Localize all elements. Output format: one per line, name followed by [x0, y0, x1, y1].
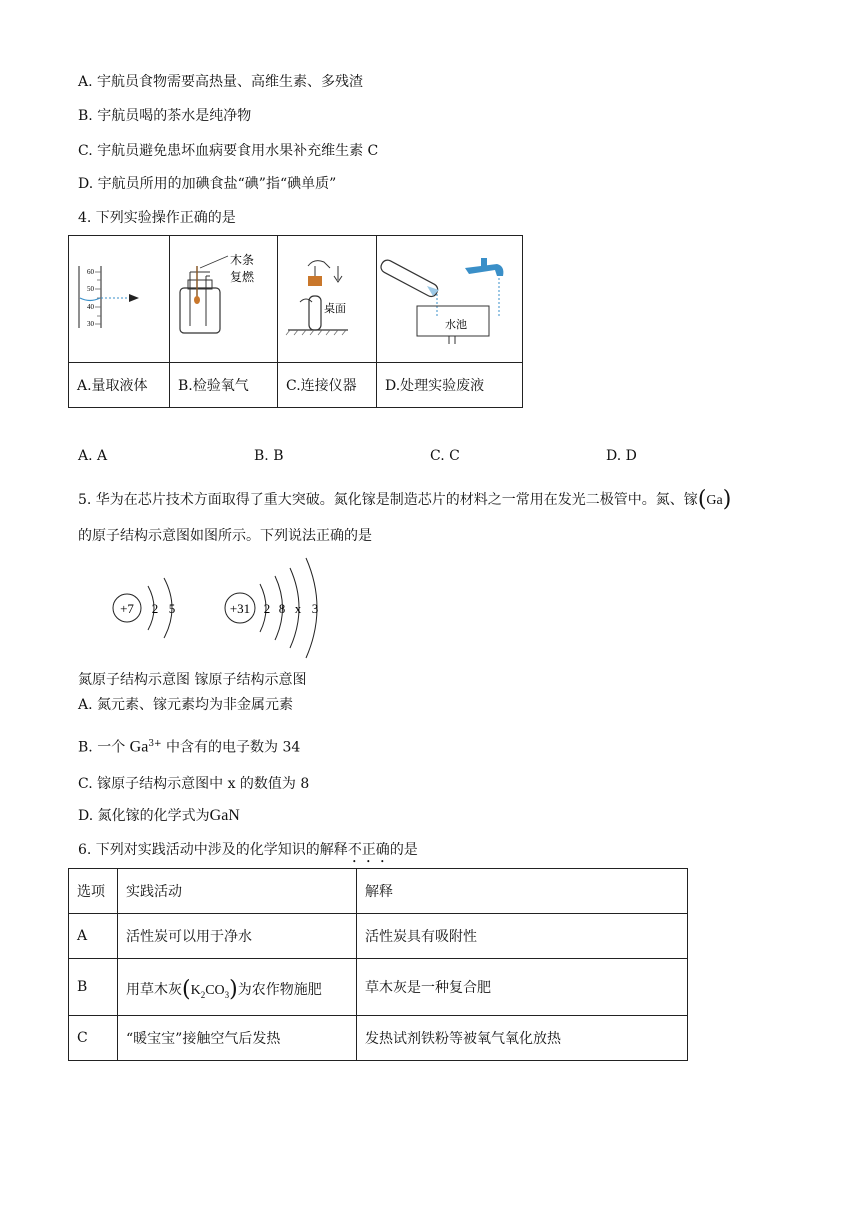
- ga-shell-4: 3: [311, 601, 319, 616]
- q4-label-b: B.检验氧气: [170, 363, 278, 408]
- tick-30: 30: [87, 320, 94, 328]
- flame-icon: [194, 296, 200, 304]
- ga-symbol: Ga: [706, 493, 723, 508]
- n-shell-1: 2: [151, 601, 159, 616]
- q5-question-text: 5. 华为在芯片技术方面取得了重大突破。氮化镓是制造芯片的材料之一常用在发光二极管中。氮、镓: [78, 492, 698, 508]
- ga-shell-2: 8: [278, 601, 286, 616]
- q3-option-c: C. 宇航员避免患坏血病要食用水果补充维生素 C: [78, 143, 379, 159]
- connect-apparatus-figure: [278, 236, 376, 358]
- q6-emphasis: 不正确: [347, 842, 390, 858]
- q4-question: 4. 下列实验操作正确的是: [78, 210, 236, 226]
- q4-label-c: C.连接仪器: [278, 363, 377, 408]
- q4-figure-b: [170, 236, 278, 363]
- b-note-2: 复燃: [230, 270, 255, 284]
- header-explanation: 解释: [357, 869, 688, 914]
- b-note-1: 木条: [230, 253, 255, 267]
- ga-ion-charge: 3+: [148, 739, 162, 749]
- q4-label-a: A.量取液体: [69, 363, 170, 408]
- q4-figure-d: [377, 236, 523, 363]
- q5-question-line1: 5. 华为在芯片技术方面取得了重大突破。氮化镓是制造芯片的材料之一常用在发光二极管中。氮、镓(Ga): [78, 487, 732, 512]
- q4-answer-a: A. A: [78, 448, 108, 464]
- header-option: 选项: [69, 869, 118, 914]
- tick-50: 50: [87, 285, 94, 293]
- c-note: 桌面: [324, 303, 346, 315]
- q5-option-c: C. 镓原子结构示意图中 x 的数值为 8: [78, 776, 310, 792]
- q4-label-d: D.处理实验废液: [377, 363, 523, 408]
- header-activity: 实践活动: [118, 869, 357, 914]
- q3-option-a: A. 宇航员食物需要高热量、高维生素、多残渣: [78, 74, 364, 90]
- q4-answer-b: B. B: [254, 448, 284, 464]
- q4-figure-c: [278, 236, 377, 363]
- table-row: C “暖宝宝”接触空气后发热 发热试剂铁粉等被氧气氧化放热: [69, 1016, 688, 1061]
- tick-40: 40: [87, 303, 94, 311]
- q4-answer-c: C. C: [430, 448, 460, 464]
- table-row: B 用草木灰$(K_2CO_3)$为农作物施肥 草木灰是一种复合肥: [69, 959, 688, 1016]
- gan-formula: GaN: [209, 807, 240, 824]
- q6-question: 6. 下列对实践活动中涉及的化学知识的解释不正确的是: [78, 842, 418, 858]
- q3-option-d: D. 宇航员所用的加碘食盐“碘”指“碘单质”: [78, 176, 337, 192]
- waste-liquid-figure: [377, 236, 522, 358]
- ga-shell-1: 2: [263, 601, 271, 616]
- table-header-row: [69, 869, 688, 914]
- gallium-atom-diagram: [225, 558, 318, 658]
- ga-shell-3: x: [294, 601, 302, 616]
- n-shell-2: 5: [168, 601, 176, 616]
- n-nucleus: +7: [120, 601, 134, 616]
- q4-figure-table: [68, 235, 523, 408]
- nitrogen-atom-diagram: [113, 578, 175, 638]
- oxygen-test-figure: [170, 236, 277, 358]
- q5-option-b: B. 一个 $Ga^{3+}$ 中含有的电子数为 34: [78, 738, 301, 756]
- q4-answer-options: [78, 448, 778, 468]
- eye-icon: [129, 294, 139, 302]
- ga-nucleus: +31: [229, 601, 251, 616]
- q4-answer-d: D. D: [606, 448, 637, 464]
- q5-option-a: A. 氮元素、镓元素均为非金属元素: [78, 697, 294, 713]
- ga-ion-symbol: Ga: [129, 738, 149, 756]
- d-note: 水池: [445, 319, 467, 331]
- q6-table: [68, 868, 688, 1061]
- q3-option-b: B. 宇航员喝的茶水是纯净物: [78, 108, 252, 124]
- q4-figure-a: [69, 236, 170, 363]
- table-row: A 活性炭可以用于净水 活性炭具有吸附性: [69, 914, 688, 959]
- q5-option-d: D. 氮化镓的化学式为GaN: [78, 807, 240, 824]
- q5-question-line2: 的原子结构示意图如图所示。下列说法正确的是: [78, 528, 372, 544]
- q5-diagram-caption: 氮原子结构示意图 镓原子结构示意图: [78, 672, 307, 688]
- tick-60: 60: [87, 268, 94, 276]
- atom-structure-diagrams: [100, 556, 340, 666]
- graduated-cylinder-figure: [69, 236, 169, 358]
